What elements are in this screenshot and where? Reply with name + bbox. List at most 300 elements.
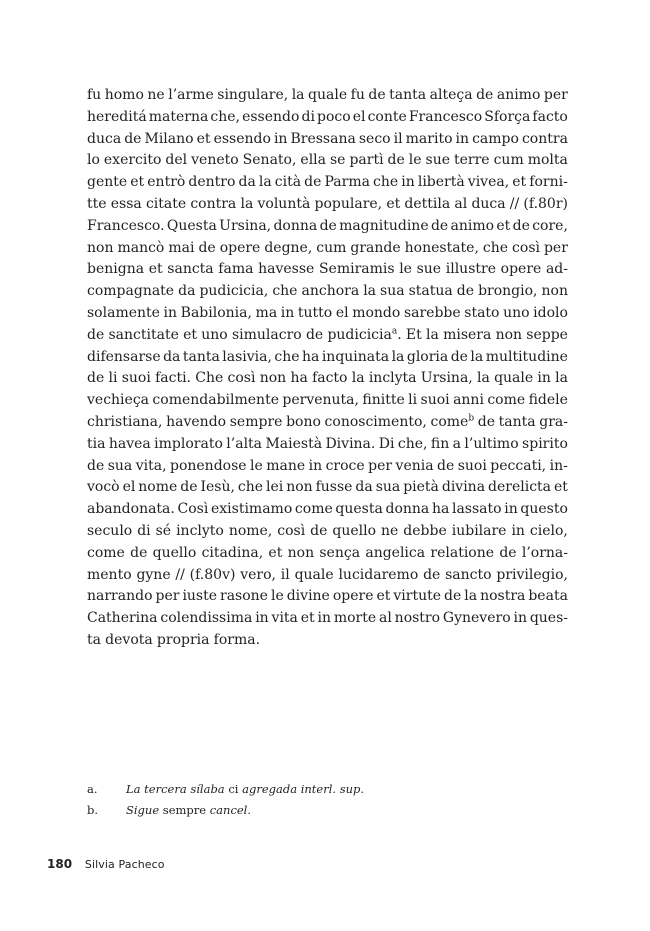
text-word: la [291, 87, 305, 103]
text-word: sarebbe [403, 304, 461, 321]
text-line [87, 325, 568, 347]
text-word: non [287, 544, 315, 561]
text-word: non [286, 479, 313, 496]
text-word: Et [405, 326, 422, 343]
text-word: in [455, 130, 470, 147]
text-word: et [130, 174, 145, 191]
text-word: tanta [182, 348, 220, 365]
text-word: uno [503, 304, 530, 321]
text-word: la [470, 348, 484, 365]
text-word: sue [416, 261, 442, 278]
text-word: et [196, 130, 211, 147]
text-word: narrando [87, 588, 153, 605]
text-word: lo [87, 152, 100, 169]
text-word: de [437, 457, 455, 474]
text-word: divina [441, 479, 486, 496]
text-word: angelica [365, 544, 426, 561]
text-word: (f.80v) [189, 566, 236, 583]
text-word: li [108, 370, 118, 387]
text-line [87, 259, 568, 281]
text-word: sua [375, 479, 401, 496]
text-word: essendo [242, 108, 300, 125]
text-word: veneto [191, 152, 239, 169]
text-word: Parma [324, 174, 370, 191]
text-word: havendo [166, 413, 227, 430]
text-word: inclyta [368, 370, 417, 387]
text-word: Questa [166, 217, 217, 234]
text-word: che [274, 348, 300, 365]
text-word: in [513, 610, 527, 627]
text-word: tanta [498, 413, 536, 430]
text-word: duca [87, 130, 122, 147]
text-word: sanctitate [108, 326, 179, 343]
text-word: la [363, 283, 377, 300]
text-word: citate [145, 195, 187, 212]
text-word: Francesco [408, 108, 483, 125]
text-word: el [335, 304, 349, 321]
text-word: facti. [155, 370, 192, 387]
text-word: l’alta [226, 435, 263, 452]
text-word: Di [378, 435, 395, 452]
text-word: al [454, 195, 468, 212]
text-word: terre [454, 152, 490, 169]
text-word: la [426, 326, 439, 343]
text-word: sue [425, 152, 451, 169]
text-word: propria [156, 631, 210, 648]
text-word: le [408, 152, 422, 169]
text-word: Ursina, [219, 217, 272, 234]
text-word: solamente [87, 304, 160, 321]
text-word: el [352, 108, 366, 125]
text-word: facto [312, 370, 348, 387]
text-word: et [386, 195, 401, 212]
text-word: la [351, 370, 365, 387]
text-word: vocò [87, 479, 120, 496]
text-word: brongio, [478, 283, 538, 300]
text-line [87, 150, 568, 172]
text-word: virtute [393, 588, 442, 605]
footnote [87, 779, 568, 800]
text-word: seppe [526, 326, 568, 343]
text-word: Così [177, 501, 209, 518]
text-line [87, 608, 568, 630]
text-word: fin [430, 435, 450, 452]
text-word: et [496, 217, 511, 234]
text-word: et [553, 479, 568, 496]
text-word: et [148, 261, 163, 278]
text-word: in [504, 501, 518, 518]
text-word: de [319, 217, 337, 234]
text-line [87, 499, 568, 521]
text-word: in [273, 130, 288, 147]
text-word: christiana, [87, 413, 163, 430]
text-word: de [198, 239, 216, 256]
text-word: campo [472, 130, 519, 147]
page-number: 180 [47, 857, 73, 871]
text-word: che [373, 174, 399, 191]
text-word: facto [532, 108, 568, 125]
text-word: debbe [403, 522, 447, 539]
text-line [87, 412, 568, 434]
text-word: quale [294, 566, 334, 583]
text-word: da [238, 174, 256, 191]
text-word: seculo [87, 522, 133, 539]
text-word: singulare, [217, 87, 289, 103]
text-word: pietà [403, 479, 439, 496]
text-word: così [512, 239, 540, 256]
text-word: non [259, 370, 287, 387]
text-line [87, 194, 568, 216]
text-word: de [87, 457, 105, 474]
text-word: de [444, 588, 462, 605]
text-line [87, 565, 568, 587]
text-word: in [280, 304, 295, 321]
text-word: Iesù, [200, 479, 235, 496]
text-word: in [537, 370, 551, 387]
text-word: abandonata. [87, 501, 175, 518]
text-word: lassato [451, 501, 502, 518]
text-word: molta [527, 152, 568, 169]
text-word: gente [87, 174, 128, 191]
text-word: così [227, 370, 256, 387]
text-word: che [482, 239, 509, 256]
text-word: in [317, 610, 331, 627]
text-word: se [329, 152, 346, 169]
text-word: gyne [136, 566, 171, 583]
text-word: ha [290, 370, 308, 387]
text-word: animo [450, 217, 495, 234]
text-word: vechieça [87, 392, 150, 409]
text-word: la [258, 174, 272, 191]
text-word: grande [350, 239, 401, 256]
text-word: inclyto [176, 522, 224, 539]
text-word: non [541, 283, 568, 300]
text-line [87, 630, 568, 652]
text-word: de [387, 152, 405, 169]
text-word: de [476, 87, 494, 103]
text-word: forma. [213, 631, 261, 648]
text-word: tte [87, 195, 107, 212]
running-author: Silvia Pacheco [84, 858, 165, 871]
text-word: la [391, 348, 405, 365]
text-word: come [487, 392, 526, 409]
text-line [87, 172, 568, 194]
text-word: sença [319, 544, 361, 561]
text-word: vero, [240, 566, 276, 583]
text-word: le [250, 457, 263, 474]
text-word: de [124, 130, 142, 147]
text-word: di [301, 108, 315, 125]
text-line [87, 107, 568, 129]
text-word: fama [218, 261, 254, 278]
text-word: croce [325, 457, 365, 474]
text-word: simulacro [231, 326, 302, 343]
text-word: nome [138, 479, 178, 496]
text-word: stato [464, 304, 500, 321]
text-word: l’arme [168, 87, 214, 103]
text-word: quale [494, 370, 534, 387]
footnote-marker: b [468, 413, 475, 424]
text-word: in [511, 522, 525, 539]
text-word: fusse [315, 479, 353, 496]
text-word: mento [87, 566, 132, 583]
text-word: et [376, 588, 391, 605]
text-word: nostro [394, 610, 441, 627]
text-word: de [87, 326, 105, 343]
text-word: dettila [404, 195, 451, 212]
text-word: per [155, 588, 180, 605]
text-word: questa [335, 501, 383, 518]
text-word: anni [453, 392, 484, 409]
text-word: che, [210, 108, 241, 125]
text-word: forni- [529, 174, 568, 191]
text-word: (f.80r) [523, 195, 568, 212]
text-word: citadina, [201, 544, 264, 561]
text-word: exercito [103, 152, 162, 169]
text-word: venia [395, 457, 434, 474]
text-word: sua [380, 283, 405, 300]
text-word: contra [190, 195, 237, 212]
text-word: mondo [352, 304, 401, 321]
text-word: morte [333, 610, 377, 627]
text-word: uno [201, 326, 228, 343]
text-word: lucidaremo [338, 566, 419, 583]
text-word: multitudine [485, 348, 568, 365]
text-word: homo [104, 87, 144, 103]
text-word: duca [471, 195, 506, 212]
footnote-label: a. [87, 782, 98, 796]
text-word: la [464, 588, 478, 605]
text-word: Bressana [290, 130, 356, 147]
text-word: ta [87, 631, 101, 648]
text-word: Che [195, 370, 224, 387]
text-line [87, 303, 568, 325]
text-word: Sforça [484, 108, 531, 125]
text-word: vita [271, 610, 298, 627]
text-word: conoscimento, [324, 413, 427, 430]
text-word: al [379, 610, 392, 627]
text-word: come$^b$ [430, 413, 475, 430]
text-line [87, 85, 568, 107]
text-word: de [130, 544, 148, 561]
footnotes [87, 779, 568, 821]
text-word: cità [274, 174, 302, 191]
text-word: Maiestà [265, 435, 323, 452]
text-word: per [543, 87, 568, 103]
text-line [87, 586, 568, 608]
text-word: ha [431, 501, 450, 518]
page-footer [47, 857, 165, 871]
text-word: et [512, 174, 527, 191]
text-word: iuste [182, 588, 218, 605]
text-word: lasivia, [222, 348, 272, 365]
text-word: ma [255, 304, 278, 321]
text-word: idolo [533, 304, 568, 321]
text-word: et [268, 544, 283, 561]
text-word: quello [332, 522, 377, 539]
footnote [87, 800, 568, 821]
text-word: ne [381, 522, 399, 539]
text-word: misera [443, 326, 492, 343]
text-line [87, 543, 568, 565]
text-word: seco [358, 130, 391, 147]
text-word: de [368, 87, 386, 103]
text-word: questo [520, 501, 568, 518]
text-word: honestate, [404, 239, 479, 256]
text-word: nostra [480, 588, 526, 605]
text-word: de [499, 544, 517, 561]
text-word: inquinata [321, 348, 390, 365]
text-line [87, 390, 568, 412]
text-word: de [430, 217, 449, 234]
text-word: dentro [188, 174, 236, 191]
text-line [87, 238, 568, 260]
text-word: opere [332, 588, 374, 605]
text-word: in [255, 610, 269, 627]
text-word: pudicicia, [199, 283, 269, 300]
text-word: l’ultimo [464, 435, 519, 452]
text-word: opere [219, 239, 261, 256]
text-word: et [300, 610, 315, 627]
text-word: mane [266, 457, 306, 474]
text-word: Semiramis [318, 261, 395, 278]
text-word: il [280, 566, 290, 583]
text-word: materna [148, 108, 209, 125]
text-word: privilegio, [496, 566, 568, 583]
text-word: statua [408, 283, 453, 300]
text-word: in [308, 457, 323, 474]
text-word: existimamo [210, 501, 293, 518]
text-word: havesse [258, 261, 315, 278]
text-word: Divina. [325, 435, 376, 452]
text-line [87, 368, 568, 390]
text-word: de [180, 479, 198, 496]
text-word: vivea, [467, 174, 510, 191]
text-word: suoi [420, 392, 450, 409]
text-word: suoi [121, 370, 151, 387]
text-word: bono [286, 413, 321, 430]
text-word: tanta [389, 87, 427, 103]
footnote-marker: a [391, 326, 398, 337]
text-word: marito [405, 130, 453, 147]
text-word: // [509, 195, 520, 212]
body-text [87, 85, 568, 652]
text-word: anchora [301, 283, 360, 300]
text-word: de [477, 413, 495, 430]
text-word: mancò [117, 239, 165, 256]
text-word: degne, [264, 239, 313, 256]
text-word: havea [108, 435, 151, 452]
text-word: non [87, 239, 114, 256]
text-word: Catherina [87, 610, 158, 627]
text-word: per [368, 457, 393, 474]
text-word: in- [549, 457, 568, 474]
text-word: fidele [528, 392, 568, 409]
text-word: de [87, 370, 105, 387]
text-word: magnitudine [339, 217, 429, 234]
text-word: in [401, 174, 415, 191]
text-word: core, [532, 217, 568, 234]
text-word: le [270, 588, 284, 605]
text-word: ha [302, 348, 320, 365]
text-word: devota [105, 631, 153, 648]
text-word: quale [308, 87, 348, 103]
text-word: sempre [229, 413, 283, 430]
text-word: non [495, 326, 523, 343]
text-word: le [399, 261, 412, 278]
text-word: // [175, 566, 185, 583]
text-word: ques- [529, 610, 568, 627]
text-word: che [237, 479, 264, 496]
text-word: Babilonia, [180, 304, 252, 321]
text-line [87, 129, 568, 151]
text-word: cielo, [529, 522, 568, 539]
text-word: cum [493, 152, 524, 169]
text-word: divine [286, 588, 330, 605]
text-word: Senato, [242, 152, 297, 169]
text-word: come [294, 501, 333, 518]
text-word: Gynevero [442, 610, 511, 627]
text-word: difensarse [87, 348, 161, 365]
footnote-text: La tercera sílaba ci agregada interl. sup. [126, 782, 365, 796]
text-word: li [408, 392, 418, 409]
text-word: spirito [522, 435, 568, 452]
text-word: sua [107, 457, 133, 474]
text-word: suoi [457, 457, 487, 474]
text-word: cum [316, 239, 347, 256]
text-word: derelicta [488, 479, 552, 496]
text-word: il [393, 130, 403, 147]
footnote-label: b. [87, 803, 99, 817]
text-word: da [178, 283, 196, 300]
text-word: ella [300, 152, 326, 169]
text-word: illustre [445, 261, 496, 278]
text-word: colendissima [160, 610, 253, 627]
text-word: l’orna- [521, 544, 568, 561]
text-line [87, 347, 568, 369]
text-word: mai [168, 239, 195, 256]
text-word: quello [152, 544, 197, 561]
text-word: pudicicia$^a$. [327, 326, 402, 343]
text-word: la [477, 370, 490, 387]
text-word: gloria [406, 348, 449, 365]
text-word: de [450, 348, 468, 365]
text-word: del [165, 152, 188, 169]
text-word: relatione [430, 544, 495, 561]
text-word: implorato [154, 435, 223, 452]
text-word: peccati, [490, 457, 547, 474]
text-word: ne [147, 87, 165, 103]
text-word: sancta [167, 261, 214, 278]
text-word: la [240, 195, 254, 212]
text-word: sé [155, 522, 172, 539]
text-word: de [310, 522, 328, 539]
text-word: Ursina, [420, 370, 473, 387]
text-line [87, 281, 568, 303]
text-word: in [163, 304, 178, 321]
text-word: el [122, 479, 136, 496]
text-word: donna [385, 501, 430, 518]
text-word: pervenuta, [282, 392, 359, 409]
text-word: benigna [87, 261, 145, 278]
text-word: la [555, 370, 568, 387]
text-word: comendabilmente [152, 392, 279, 409]
text-word: opere [500, 261, 542, 278]
text-word: et [183, 326, 198, 343]
text-word: de [304, 174, 322, 191]
text-word: de [456, 283, 475, 300]
text-word: gra- [539, 413, 568, 430]
